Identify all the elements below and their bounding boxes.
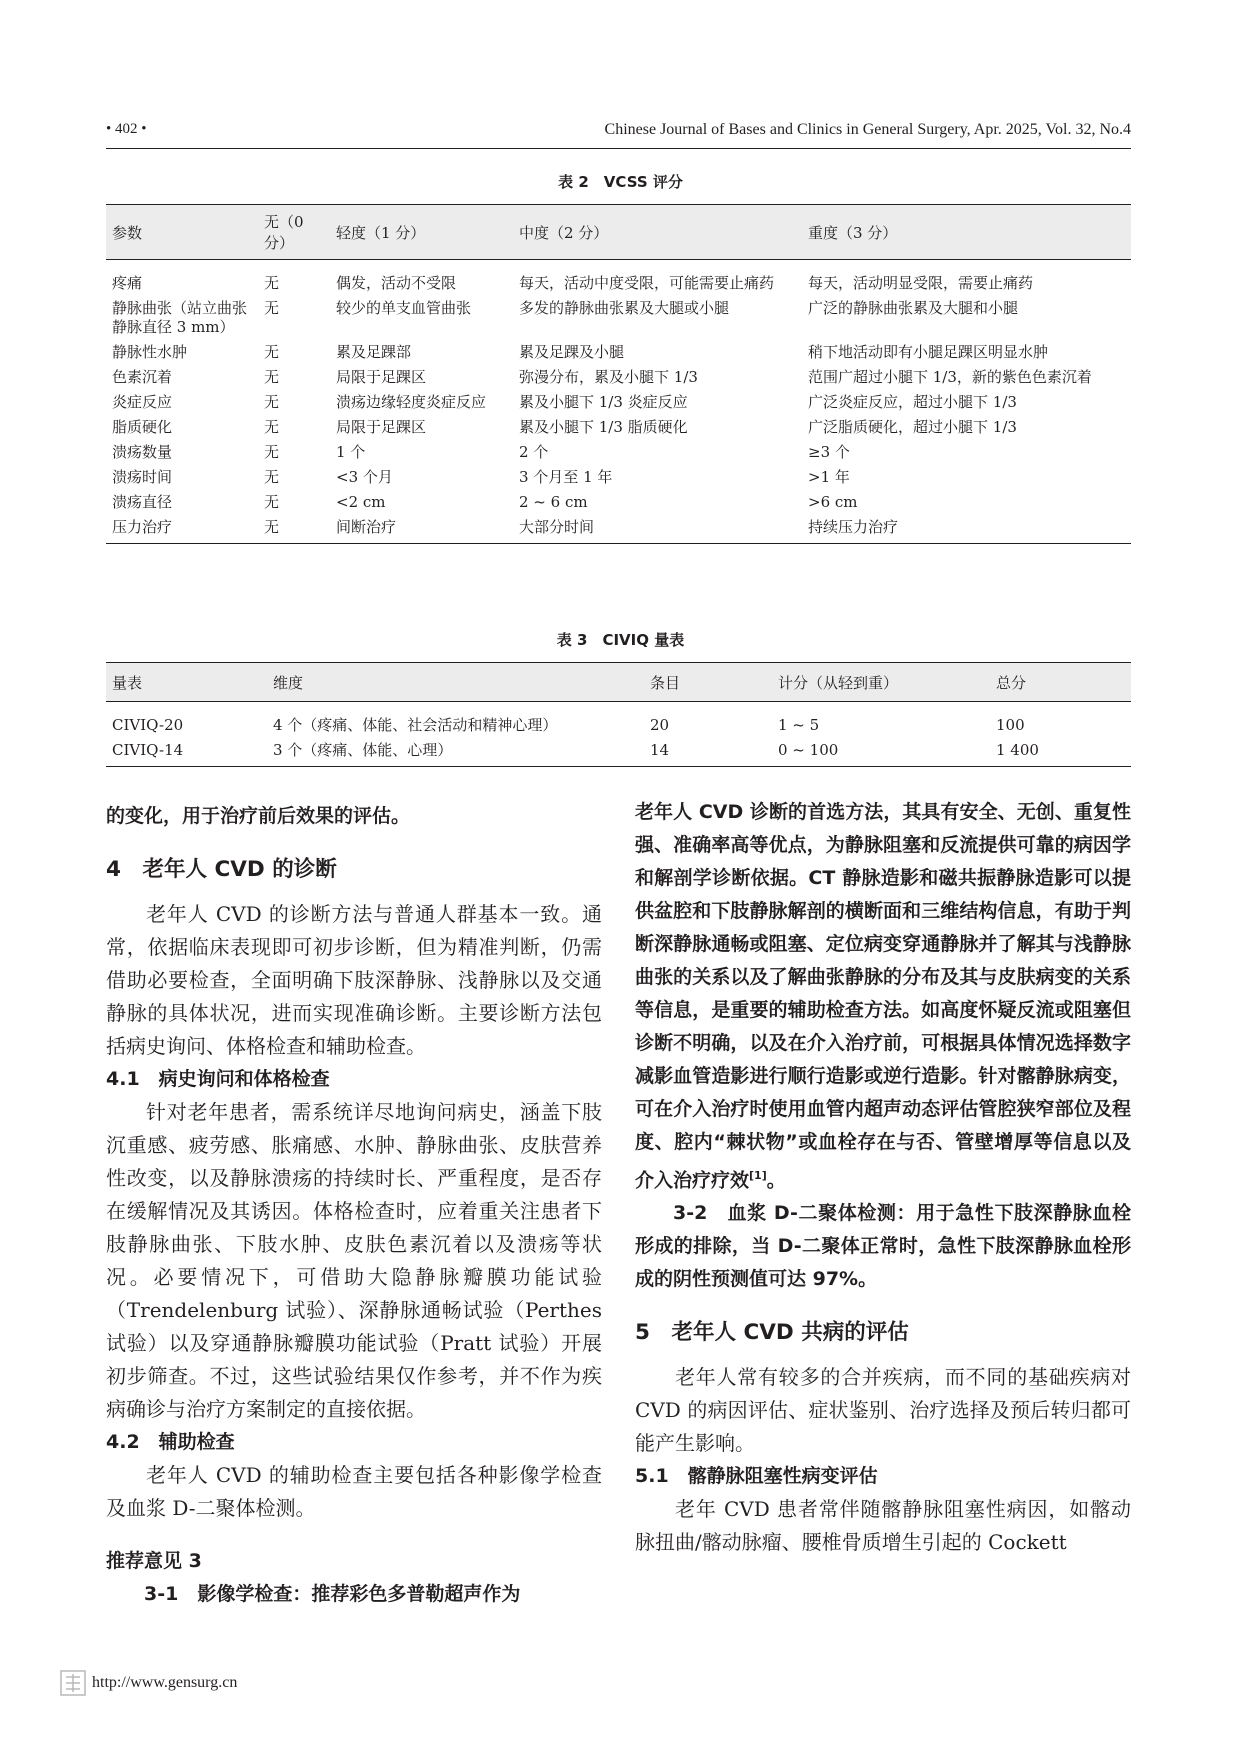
column-header: 总分 <box>990 663 1131 702</box>
table-cell: 广泛的静脉曲张累及大腿和小腿 <box>808 299 1019 317</box>
table-row <box>106 340 1131 365</box>
paragraph: 老年人 CVD 的诊断方法与普通人群基本一致。通常，依据临床表现即可初步诊断，但为精准判断，仍需借助必要检查，全面明确下肢深静脉、浅静脉以及交通静脉的具体状况，进而实现准确诊断。主要诊断方法包括病史询问、体格检查和辅助检查。 <box>106 902 602 1058</box>
civiq-table <box>106 662 1131 767</box>
table-row <box>106 390 1131 415</box>
paragraph: 老年 CVD 患者常伴随髂静脉阻塞性病因，如髂动脉扭曲/髂动脉瘤、腰椎骨质增生引起的 Cockett <box>635 1497 1131 1555</box>
section-heading-4: 4 老年人 CVD 的诊断 <box>106 857 337 882</box>
table-cell: 累及小腿下 1/3 脂质硬化 <box>519 418 688 436</box>
column-header: 中度（2 分） <box>513 205 802 260</box>
table-cell: 溃疡直径 <box>112 493 173 511</box>
table-cell: 炎症反应 <box>112 393 173 411</box>
table-row <box>106 465 1131 490</box>
table-cell: 每天，活动中度受限，可能需要止痛药 <box>519 274 775 292</box>
table-row <box>106 296 1131 340</box>
journal-logo-icon <box>60 1670 86 1696</box>
table-cell: 广泛炎症反应，超过小腿下 1/3 <box>808 393 1017 411</box>
table-header-row <box>106 205 1131 260</box>
column-header: 维度 <box>267 663 644 702</box>
column-header: 量表 <box>106 663 267 702</box>
table-cell: 2 个 <box>519 443 549 461</box>
table-cell: 广泛脂质硬化，超过小腿下 1/3 <box>808 418 1017 436</box>
table-cell: ≥3 个 <box>808 443 850 461</box>
table-cell: 20 <box>650 716 670 734</box>
table-row <box>106 440 1131 465</box>
paragraph: 的变化，用于治疗前后效果的评估。 <box>106 805 411 827</box>
column-header: 轻度（1 分） <box>330 205 513 260</box>
table-cell: 脂质硬化 <box>112 418 173 436</box>
table-row <box>106 365 1131 390</box>
table-cell: CIVIQ-14 <box>106 738 267 767</box>
recommendation-heading: 推荐意见 3 <box>106 1550 202 1572</box>
table-cell: 累及小腿下 1/3 炎症反应 <box>519 393 688 411</box>
table-row <box>106 415 1131 440</box>
table-cell: 疼痛 <box>112 274 143 292</box>
table-cell: 偶发，活动不受限 <box>336 274 457 292</box>
table-cell: 间断治疗 <box>330 515 513 544</box>
table-cell: <2 cm <box>336 493 386 511</box>
table-cell: 3 个（疼痛、体能、心理） <box>267 738 644 767</box>
table-cell: 稍下地活动即有小腿足踝区明显水肿 <box>808 343 1049 361</box>
section-heading-5: 5 老年人 CVD 共病的评估 <box>635 1320 909 1346</box>
table-cell: 4 个（疼痛、体能、社会活动和精神心理） <box>273 716 558 734</box>
table-row <box>106 515 1131 544</box>
table-cell: 每天，活动明显受限，需要止痛药 <box>808 274 1034 292</box>
table-cell: 静脉性水肿 <box>112 343 188 361</box>
citation: [1] <box>749 1169 767 1182</box>
table-cell: 无 <box>258 515 330 544</box>
table-cell: 无 <box>264 274 280 292</box>
column-header: 重度（3 分） <box>802 205 1131 260</box>
table-cell: <3 个月 <box>336 468 393 486</box>
table-cell: >6 cm <box>808 493 858 511</box>
table-cell: CIVIQ-20 <box>112 716 184 734</box>
table-cell: 累及足踝部 <box>336 343 412 361</box>
table-cell: 1 400 <box>990 738 1131 767</box>
table-cell: 无 <box>264 343 280 361</box>
table-cell: 压力治疗 <box>106 515 258 544</box>
table-row <box>106 490 1131 515</box>
table-cell: 累及足踝及小腿 <box>519 343 625 361</box>
table-cell: 14 <box>644 738 772 767</box>
recommendation-3-2: 3-2 血浆 D-二聚体检测：用于急性下肢深静脉血栓形成的排除，当 D-二聚体正常时，急性下肢深静脉血栓形成的阴性预测值可达 97%。 <box>635 1202 1131 1291</box>
table-cell: 溃疡边缘轻度炎症反应 <box>336 393 487 411</box>
table-cell: 1 个 <box>336 443 366 461</box>
table-cell: 局限于足踝区 <box>336 418 427 436</box>
punct: 。 <box>766 1169 786 1192</box>
column-header: 参数 <box>106 205 258 260</box>
table-cell: 无 <box>264 368 280 386</box>
table-cell: 色素沉着 <box>112 368 173 386</box>
right-column <box>635 796 1131 1559</box>
recommendation-3-1: 3-1 影像学检查：推荐彩色多普勒超声作为 <box>144 1583 521 1605</box>
table-cell: 弥漫分布，累及小腿下 1/3 <box>519 368 698 386</box>
table-cell: 无 <box>264 393 280 411</box>
table-cell: 100 <box>996 716 1025 734</box>
paragraph: 老年人 CVD 诊断的首选方法，其具有安全、无创、重复性强、准确率高等优点，为静脉阻塞和反流提供可靠的病因学和解剖学诊断依据。CT 静脉造影和磁共振静脉造影可以提供盆腔和下肢静脉解剖的横断面和三维结构信息，有助于判断深静脉通畅或阻塞、定位病变穿通静脉并了解其与浅静脉曲张的关系以及了解曲张静脉的分布及其与皮肤病变的关系等信息，是重要的辅助检查方法。如高度怀疑反流或阻塞但诊断不明确，以及在介入治疗前，可根据具体情况选择数字减影血管造影进行顺行造影或逆行造影。针对髂静脉病变，可在介入治疗时使用血管内超声动态评估管腔狭窄部位及程度、腔内“棘状物”或血栓存在与否、管壁增厚等信息以及介入治疗疗效 <box>635 801 1131 1192</box>
table2-caption: 表 2 VCSS 评分 <box>558 173 683 191</box>
table-cell: 较少的单支血管曲张 <box>336 299 472 317</box>
left-column <box>106 800 602 1611</box>
table-cell: 0 ~ 100 <box>772 738 990 767</box>
table-cell: 无 <box>264 468 280 486</box>
table-cell: 溃疡数量 <box>112 443 173 461</box>
subsection-heading-5-1: 5.1 髂静脉阻塞性病变评估 <box>635 1465 878 1488</box>
subsection-heading-4-2: 4.2 辅助检查 <box>106 1431 235 1453</box>
table-cell: 1 ~ 5 <box>778 716 820 734</box>
column-header: 计分（从轻到重） <box>772 663 990 702</box>
table-cell: 范围广超过小腿下 1/3，新的紫色色素沉着 <box>808 368 1092 386</box>
table-cell: 多发的静脉曲张累及大腿或小腿 <box>519 299 730 317</box>
table-row <box>106 702 1131 739</box>
table-cell: 持续压力治疗 <box>802 515 1131 544</box>
table-cell: 3 个月至 1 年 <box>519 468 613 486</box>
table-cell: 无 <box>264 418 280 436</box>
table-cell: 无 <box>264 493 280 511</box>
table-header-row <box>106 663 1131 702</box>
footer-url-link[interactable]: http://www.gensurg.cn <box>92 1674 238 1691</box>
table3-caption: 表 3 CIVIQ 量表 <box>556 631 685 649</box>
table-cell: 大部分时间 <box>513 515 802 544</box>
paragraph: 老年人常有较多的合并疾病，而不同的基础疾病对 CVD 的病因评估、症状鉴别、治疗选择及预后转归都可能产生影响。 <box>635 1365 1131 1456</box>
table-cell: >1 年 <box>808 468 850 486</box>
subsection-heading-4-1: 4.1 病史询问和体格检查 <box>106 1068 330 1090</box>
vcss-table <box>106 204 1131 544</box>
table-cell: 无 <box>264 443 280 461</box>
paragraph: 老年人 CVD 的辅助检查主要包括各种影像学检查及血浆 D-二聚体检测。 <box>106 1463 602 1520</box>
table-cell: 无 <box>264 299 280 317</box>
table-row <box>106 260 1131 297</box>
footer <box>60 1670 237 1696</box>
table-cell: 静脉曲张（站立曲张静脉直径 3 mm） <box>112 299 248 336</box>
table-cell: 溃疡时间 <box>112 468 173 486</box>
journal-header: Chinese Journal of Bases and Clinics in General Surgery, Apr. 2025, Vol. 32, No.4 <box>604 121 1131 138</box>
header-rule <box>106 148 1131 149</box>
paragraph: 针对老年患者，需系统详尽地询问病史，涵盖下肢沉重感、疲劳感、胀痛感、水肿、静脉曲张、皮肤营养性改变，以及静脉溃疡的持续时长、严重程度，是否存在缓解情况及其诱因。体格检查时，应着重关注患者下肢静脉曲张、下肢水肿、皮肤色素沉着以及溃疡等状况。必要情况下，可借助大隐静脉瓣膜功能试验（Trendelenburg 试验）、深静脉通畅试验（Perthes 试验）以及穿通静脉瓣膜功能试验（Pratt 试验）开展初步筛查。不过，这些试验结果仅作参考，并不作为疾病确诊与治疗方案制定的直接依据。 <box>106 1100 602 1421</box>
table-row <box>106 738 1131 767</box>
table-cell: 2 ~ 6 cm <box>519 493 588 511</box>
table-cell: 局限于足踝区 <box>336 368 427 386</box>
page-number: • 402 • <box>106 121 147 137</box>
column-header: 条目 <box>644 663 772 702</box>
column-header: 无（0 分） <box>258 205 330 260</box>
